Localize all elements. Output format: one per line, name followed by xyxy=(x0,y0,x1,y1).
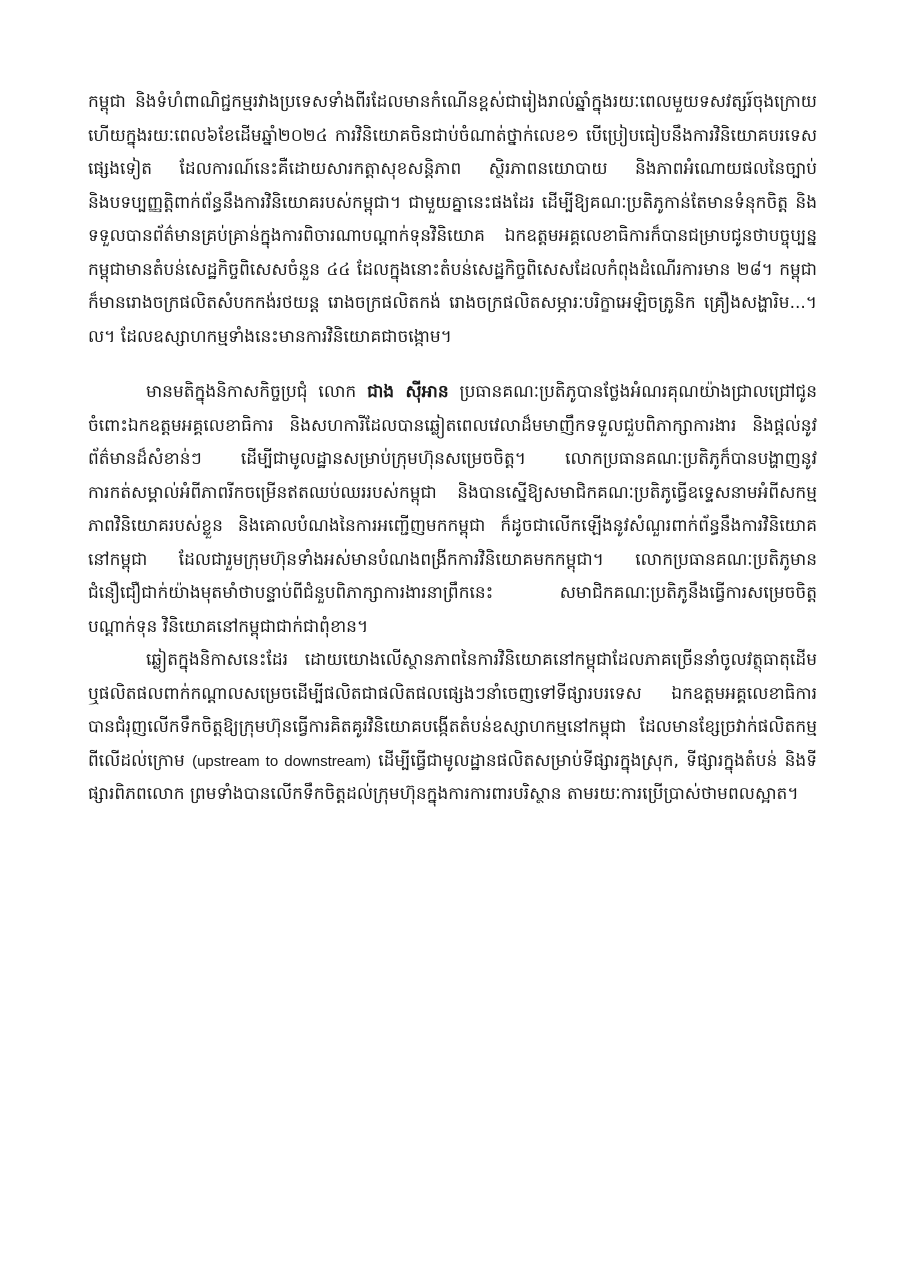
paragraph-delegation-remarks xyxy=(88,376,817,644)
paragraph-industrial-zone xyxy=(88,644,817,812)
paragraph-3-lead: ឆ្លៀតក្នុងនិកាសនេះដែរ ដោយយោងលើស្ថានភាពនៃការវិនិយោគនៅកម្ពុជាដែលភាគច្រើននាំចូលវត្ថុធាតុដើម ឬផលិតផលពាក់កណ្តាលសម្រេចដើម្បីផលិតជាផលិតផលផ្សេងៗនាំចេញទៅទីផ្សារបរទេស ឯកឧត្តមអគ្គលេខាធិការបានជំរុញលើកទឹកចិត្តឱ្យក្រុមហ៊ុនធ្វើការគិតគូរវិនិយោគបង្កើតតំបន់ឧស្សាហកម្មនៅកម្ពុជា ដែលមានខ្សែច្រវាក់ផលិតកម្មពីលើដល់ក្រោម xyxy=(88,650,817,771)
paragraph-2-body: ប្រធានគណៈប្រតិភូបានថ្លែងអំណរគុណយ៉ាងជ្រាលជ្រៅជូនចំពោះឯកឧត្តមអគ្គលេខាធិការ និងសហការីដែលបានឆ្លៀតពេលវេលាដ៏មមាញឹកទទួលជួបពិភាក្សាការងារ និងផ្តល់នូវព័ត៌មានដ៏សំខាន់ៗ ដើម្បីជាមូលដ្ឋានសម្រាប់ក្រុមហ៊ុនសម្រេចចិត្ត។ លោកប្រធានគណៈប្រតិភូក៏បានបង្ហាញនូវការកត់សម្គាល់អំពីភាពរីកចម្រើនឥតឈប់ឈររបស់កម្ពុជា និងបានស្នើឱ្យសមាជិកគណៈប្រតិភូធ្វើឧទ្ទេសនាមអំពីសកម្មភាពវិនិយោគរបស់ខ្លួន និងគោលបំណងនៃការអញ្ជើញមកកម្ពុជា ក៏ដូចជាលើកឡើងនូវសំណួរពាក់ព័ន្ធនឹងការវិនិយោគនៅកម្ពុជា ដែលជារួមក្រុមហ៊ុនទាំងអស់មានបំណងពង្រីកការវិនិយោគមកកម្ពុជា។ លោកប្រធានគណៈប្រតិភូមានជំនឿជឿជាក់យ៉ាងមុតមាំថាបន្ទាប់ពីជំនួបពិភាក្សាការងារនាព្រឹកនេះ សមាជិកគណៈប្រតិភូនឹងធ្វើការសម្រេចចិត្តបណ្តាក់ទុន វិនិយោគនៅកម្ពុជាជាក់ជាពុំខាន។ xyxy=(88,382,817,637)
latin-phrase: (upstream to downstream) xyxy=(192,752,371,770)
paragraph-2-lead: មានមតិក្នុងនិកាសកិច្ចប្រជុំ លោក xyxy=(146,382,368,402)
paragraph-3-body: ដើម្បីធ្វើជាមូលដ្ឋានផលិតសម្រាប់ទីផ្សារក្នុងស្រុក, ទីផ្សារក្នុងតំបន់ និងទីផ្សារពិភពលោក ព្រមទាំងបានលើកទឹកចិត្តដល់ក្រុមហ៊ុនក្នុងការការពារបរិស្ថាន តាមរយៈការប្រើប្រាស់ថាមពលស្អាត។ xyxy=(88,750,817,804)
paragraph-investment-ranking: កម្ពុជា និងទំហំពាណិជ្ជកម្មរវាងប្រទេសទាំងពីរដែលមានកំណើនខ្ពស់ជារៀងរាល់ឆ្នាំក្នុងរយៈពេលមួយទសវត្សរ៍ចុងក្រោយ ហើយក្នុងរយៈពេល៦ខែដើមឆ្នាំ២០២៤ ការវិនិយោគចិនជាប់ចំណាត់ថ្នាក់លេខ១ បើប្រៀបធៀបនឹងការវិនិយោគបរទេសផ្សេងទៀត ដែលការណ៍នេះគឺដោយសារកត្តាសុខសន្តិភាព ស្ថិរភាពនយោបាយ និងភាពអំណោយផលនៃច្បាប់ និងបទប្បញ្ញត្តិពាក់ព័ន្ធនឹងការវិនិយោគរបស់កម្ពុជា។ ជាមួយគ្នានេះផងដែរ ដើម្បីឱ្យគណៈប្រតិភូកាន់តែមានទំនុកចិត្ត និងទទួលបានព័ត៌មានគ្រប់គ្រាន់ក្នុងការពិចារណាបណ្តាក់ទុនវិនិយោគ ឯកឧត្តមអគ្គលេខាធិការក៏បានជម្រាបជូនថាបច្ចុប្បន្នកម្ពុជាមានតំបន់សេដ្ឋកិច្ចពិសេសចំនួន ៤៤ ដែលក្នុងនោះតំបន់សេដ្ឋកិច្ចពិសេសដែលកំពុងដំណើរការមាន ២៨។ កម្ពុជាក៏មានរោងចក្រផលិតសំបកកង់រថយន្ត រោងចក្រផលិតកង់ រោងចក្រផលិតសម្ភារៈបរិក្ខាអេឡិចត្រូនិក គ្រឿងសង្ហារិម...។ល។ ដែលឧស្សាហកម្មទាំងនេះមានការវិនិយោគជាចង្កោម។ xyxy=(88,92,817,347)
speaker-name: ជាង ស៊ីអាន xyxy=(367,382,449,402)
